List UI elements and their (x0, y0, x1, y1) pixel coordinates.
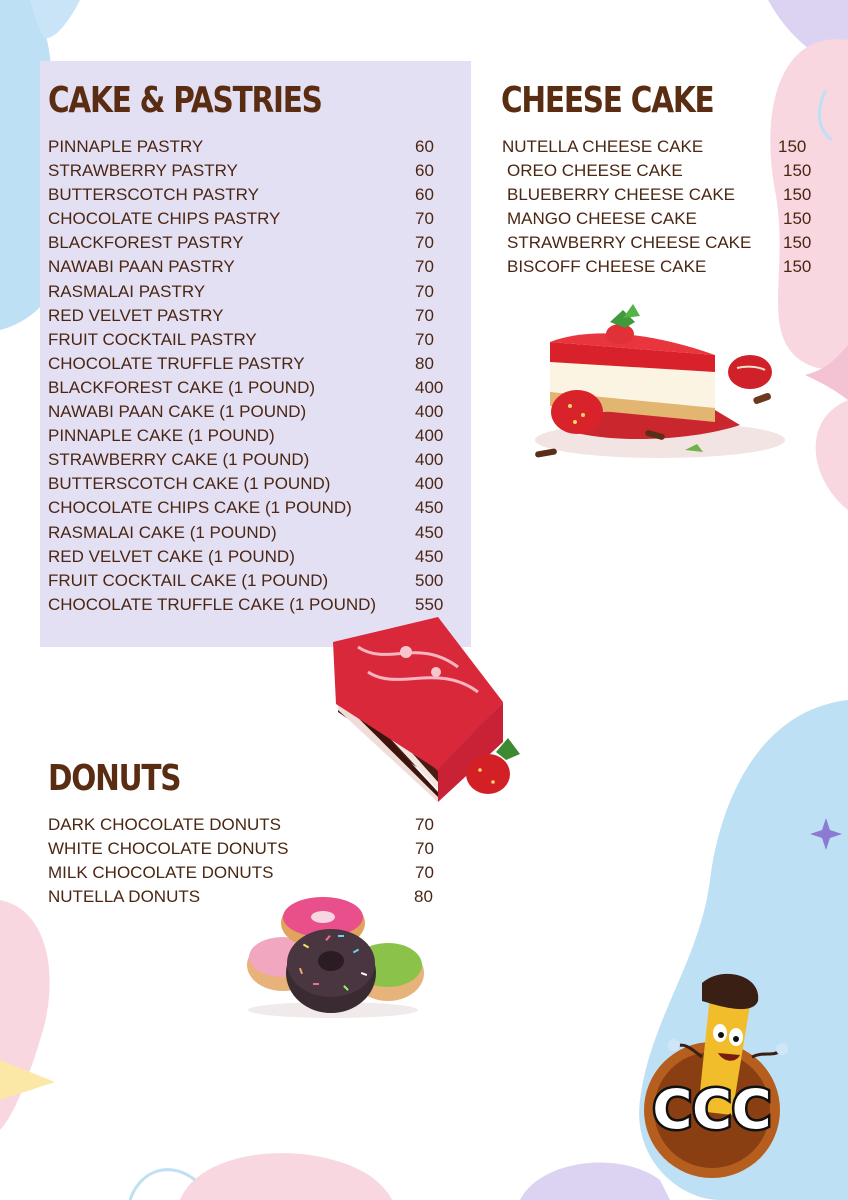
item-price: 450 (415, 522, 444, 542)
item-price: 70 (415, 281, 434, 301)
item-price: 70 (415, 815, 434, 834)
menu-item (48, 521, 448, 545)
item-name: BLACKFOREST PASTRY (48, 233, 244, 253)
menu-item (48, 328, 448, 352)
item-price: 70 (415, 305, 434, 325)
item-name: RASMALAI PASTRY (48, 281, 206, 301)
menu-item (502, 207, 822, 231)
red-velvet-pastry-icon (328, 612, 533, 802)
donuts-icon (243, 895, 428, 1020)
menu-item (48, 231, 448, 255)
menu-item (48, 569, 448, 593)
menu-item (502, 183, 822, 207)
item-price: 80 (414, 887, 433, 907)
menu-item (48, 448, 448, 472)
item-price: 70 (415, 233, 434, 253)
menu-item (502, 231, 822, 255)
item-name: NAWABI PAAN PASTRY (48, 257, 235, 277)
cake-pastries-heading: CAKE & PASTRIES (48, 80, 322, 121)
menu-item (48, 135, 448, 159)
menu-item (502, 255, 822, 279)
item-name: PINNAPLE CAKE (1 POUND) (48, 426, 275, 446)
item-name: MANGO CHEESE CAKE (507, 209, 697, 229)
item-price: 150 (783, 233, 812, 253)
ccc-mascot-logo (632, 965, 792, 1180)
item-name: STRAWBERRY CAKE (1 POUND) (48, 450, 310, 470)
item-price: 400 (415, 426, 444, 446)
item-price: 60 (415, 161, 434, 181)
item-name: CHOCOLATE TRUFFLE CAKE (1 POUND) (48, 594, 377, 614)
item-name: BUTTERSCOTCH CAKE (1 POUND) (48, 474, 331, 494)
item-price: 70 (415, 209, 434, 229)
item-name: NAWABI PAAN CAKE (1 POUND) (48, 402, 307, 422)
logo-text: CCC (652, 1078, 772, 1141)
item-price: 450 (415, 546, 444, 566)
item-name: BISCOFF CHEESE CAKE (507, 257, 707, 277)
item-name: STRAWBERRY PASTRY (48, 161, 238, 181)
item-price: 400 (415, 474, 444, 494)
menu-item (502, 159, 822, 183)
item-price: 400 (415, 377, 444, 397)
item-price: 150 (783, 209, 812, 229)
menu-item (48, 400, 448, 424)
menu-item (48, 376, 448, 400)
item-name: MILK CHOCOLATE DONUTS (48, 863, 274, 883)
menu-item (48, 280, 448, 304)
item-price: 400 (415, 402, 444, 422)
item-name: RED VELVET PASTRY (48, 305, 224, 325)
item-name: NUTELLA DONUTS (48, 887, 201, 907)
menu-item (48, 813, 448, 837)
item-price: 450 (415, 498, 444, 518)
cheese-cake-heading: CHEESE CAKE (501, 80, 714, 121)
menu-item (502, 135, 822, 159)
menu-item (48, 545, 448, 569)
menu-item (48, 207, 448, 231)
item-name: NUTELLA CHEESE CAKE (502, 137, 704, 156)
item-price: 70 (415, 329, 434, 349)
item-name: STRAWBERRY CHEESE CAKE (507, 233, 752, 253)
item-name: WHITE CHOCOLATE DONUTS (48, 839, 289, 859)
item-price: 150 (783, 185, 812, 205)
item-name: FRUIT COCKTAIL PASTRY (48, 329, 257, 349)
item-name: CHOCOLATE TRUFFLE PASTRY (48, 353, 305, 373)
item-name: RED VELVET CAKE (1 POUND) (48, 546, 295, 566)
cheese-cake-list (502, 135, 822, 280)
item-name: FRUIT COCKTAIL CAKE (1 POUND) (48, 570, 329, 590)
item-price: 150 (778, 137, 807, 156)
strawberry-cheesecake-icon (525, 300, 795, 470)
item-price: 550 (415, 594, 444, 614)
item-price: 150 (783, 257, 812, 277)
item-name: OREO CHEESE CAKE (507, 161, 683, 181)
item-name: BLUEBERRY CHEESE CAKE (507, 185, 736, 205)
item-price: 80 (415, 353, 434, 373)
item-name: RASMALAI CAKE (1 POUND) (48, 522, 277, 542)
item-price: 400 (415, 450, 444, 470)
menu-item (48, 861, 448, 885)
item-name: DARK CHOCOLATE DONUTS (48, 815, 281, 834)
menu-item (48, 837, 448, 861)
item-name: BUTTERSCOTCH PASTRY (48, 185, 259, 205)
item-price: 70 (415, 839, 434, 859)
menu-item (48, 352, 448, 376)
item-price: 500 (415, 570, 444, 590)
item-name: BLACKFOREST CAKE (1 POUND) (48, 377, 316, 397)
cake-pastries-list (48, 135, 448, 617)
donuts-heading: DONUTS (48, 758, 181, 799)
item-price: 60 (415, 137, 434, 156)
menu-item (48, 183, 448, 207)
item-name: PINNAPLE PASTRY (48, 137, 204, 156)
menu-item (48, 304, 448, 328)
item-price: 70 (415, 863, 434, 883)
item-price: 150 (783, 161, 812, 181)
item-price: 60 (415, 185, 434, 205)
menu-item (48, 496, 448, 520)
item-name: CHOCOLATE CHIPS PASTRY (48, 209, 281, 229)
item-name: CHOCOLATE CHIPS CAKE (1 POUND) (48, 498, 352, 518)
menu-item (48, 255, 448, 279)
menu-item (48, 424, 448, 448)
item-price: 70 (415, 257, 434, 277)
menu-item (48, 159, 448, 183)
menu-item (48, 472, 448, 496)
